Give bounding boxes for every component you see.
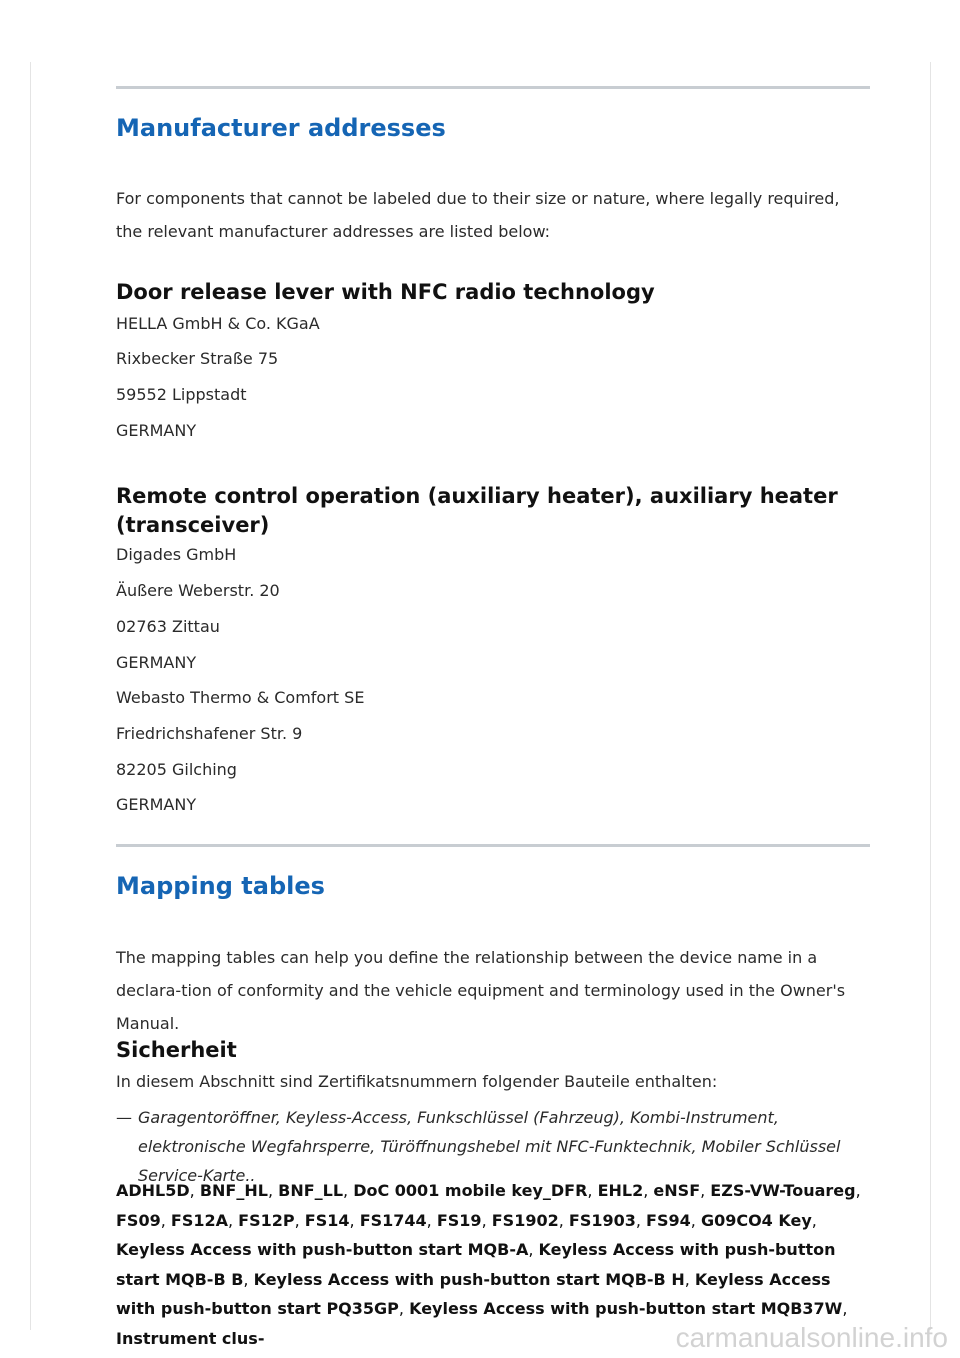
- certificate-code: FS09: [116, 1210, 161, 1230]
- certificate-code: Keyless Access with push-button start MQB-A: [116, 1240, 529, 1259]
- certificate-code: FS1744: [359, 1210, 427, 1230]
- group-heading: Door release lever with NFC radio technology: [116, 280, 655, 304]
- certificate-code: EHL2: [597, 1181, 644, 1200]
- address-line: GERMANY: [116, 421, 197, 440]
- group-heading: Remote control operation (auxiliary heater), auxiliary heater (transceiver): [116, 484, 838, 537]
- section-divider: [116, 844, 870, 847]
- certificate-code: eNSF: [653, 1181, 701, 1200]
- certificate-code: BNF_HL: [199, 1181, 268, 1200]
- certificate-code: FS14: [304, 1210, 350, 1230]
- certificate-code: ADHL5D: [116, 1181, 190, 1200]
- list-dash: —: [116, 1108, 132, 1127]
- address-line: 82205 Gilching: [116, 760, 237, 779]
- section-title-manufacturer: Manufacturer addresses: [116, 114, 446, 142]
- certificate-code: Instrument clus-: [116, 1328, 265, 1348]
- address-line: GERMANY: [116, 795, 197, 814]
- right-margin-line: [930, 62, 931, 1330]
- address-line: HELLA GmbH & Co. KGaA: [116, 314, 320, 333]
- certificate-code: Keyless Access with push-button start PQ35GP: [116, 1269, 831, 1318]
- certificate-codes: ADHL5D, BNF_HL, BNF_LL, DoC 0001 mobile key_DFR, EHL2, eNSF, EZS-VW-Touareg, FS09, FS12A, FS12P, FS14, FS1744, FS19, FS1902, FS1903, FS94, G09CO4 Key, Keyless Access with push-button start MQB-A, Keyless Access with push-button start MQB-B B, Keyless Access with push-button start MQB-B H, Keyless Access with push-button start PQ35GP, Keyless Access with push-button start MQB37W, Instrument clus-: [116, 1181, 861, 1348]
- section-divider: [116, 86, 870, 89]
- certificate-code: EZS-VW-Touareg: [710, 1181, 856, 1200]
- address-line: Äußere Weberstr. 20: [116, 581, 280, 600]
- address-line: 02763 Zittau: [116, 617, 220, 636]
- certificate-code: FS12P: [238, 1210, 295, 1230]
- address-line: Friedrichshafener Str. 9: [116, 724, 303, 743]
- left-margin-line: [30, 62, 31, 1330]
- certificate-code: DoC 0001 mobile key_DFR: [353, 1181, 588, 1200]
- component-list-text: Garagentoröffner, Keyless-Access, Funkschlüssel (Fahrzeug), Kombi-Instrument, elektronische Wegfahrsperre, Türöffnungshebel mit NFC-Funktechnik, Mobiler Schlüssel Service-Karte..: [138, 1108, 841, 1185]
- address-line: 59552 Lippstadt: [116, 385, 247, 404]
- certificate-code: Keyless Access with push-button start MQB-B B: [116, 1240, 836, 1289]
- section-title-mapping: Mapping tables: [116, 872, 325, 900]
- certificate-code: FS1902: [491, 1210, 559, 1230]
- certificate-code: FS19: [436, 1210, 482, 1230]
- section-intro: For components that cannot be labeled due to their size or nature, where legally required, the relevant manufacturer addresses are listed below:: [116, 189, 840, 241]
- address-line: Rixbecker Straße 75: [116, 349, 279, 368]
- certificate-code: G09CO4 Key: [700, 1210, 812, 1230]
- watermark: carmanualsonline.info: [675, 1322, 948, 1353]
- subsection-heading: Sicherheit: [116, 1038, 237, 1062]
- certificate-code: Keyless Access with push-button start MQB-B H: [253, 1269, 685, 1289]
- section-intro: The mapping tables can help you define the relationship between the device name in a declara-tion of conformity and the vehicle equipment and terminology used in the Owner's Manual.: [116, 948, 846, 1033]
- address-line: GERMANY: [116, 653, 197, 672]
- certificate-code: FS12A: [170, 1210, 228, 1230]
- address-line: Webasto Thermo & Comfort SE: [116, 688, 365, 707]
- address-line: Digades GmbH: [116, 545, 237, 564]
- certificate-code: FS94: [646, 1210, 691, 1230]
- certificate-code: Keyless Access with push-button start MQB37W: [409, 1299, 843, 1318]
- certificate-code: BNF_LL: [278, 1181, 344, 1200]
- subsection-intro: In diesem Abschnitt sind Zertifikatsnummern folgender Bauteile enthalten:: [116, 1072, 718, 1091]
- certificate-code: FS1903: [568, 1210, 636, 1230]
